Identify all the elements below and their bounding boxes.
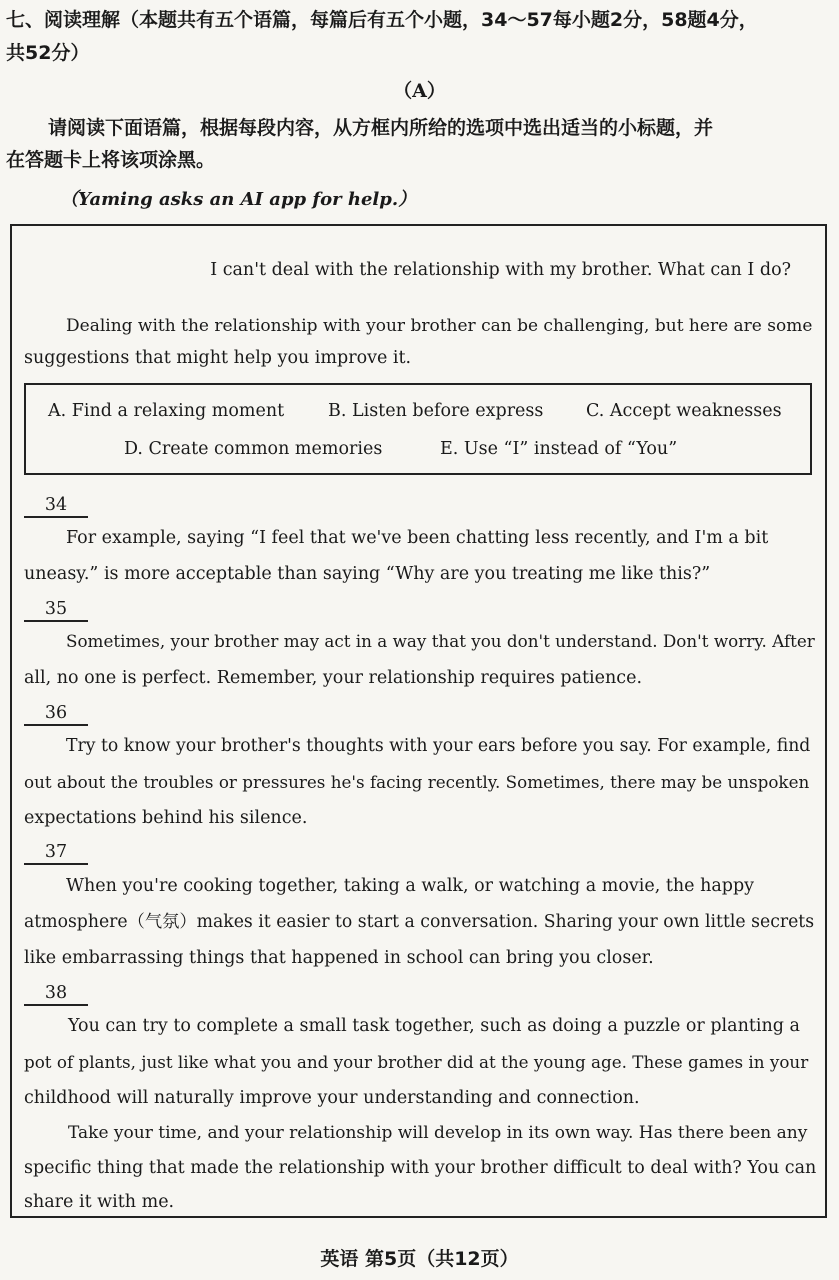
option-d: D. Create common memories (124, 439, 383, 459)
blank-36: 36 (24, 702, 88, 726)
section-35-line-2: all, no one is perfect. Remember, your relationship requires patience. (24, 668, 643, 688)
blank-38: 38 (24, 982, 88, 1006)
section-38-line-3: childhood will naturally improve your understanding and connection. (24, 1088, 640, 1108)
section-heading-cont: 共52分） (6, 42, 90, 64)
context-note: （Yaming asks an AI app for help.） (60, 189, 417, 210)
section-38-line-1: You can try to complete a small task together, such as doing a puzzle or planting a (68, 1016, 800, 1036)
option-c: C. Accept weaknesses (586, 401, 782, 421)
section-36-line-2: out about the troubles or pressures he's facing recently. Sometimes, there may be unspoken (24, 772, 810, 792)
user-question: I can't deal with the relationship with my brother. What can I do? (210, 260, 791, 280)
blank-34: 34 (24, 494, 88, 518)
section-37-line-1: When you're cooking together, taking a walk, or watching a movie, the happy (66, 876, 755, 896)
section-37-line-2: atmosphere（气氛）makes it easier to start a conversation. Sharing your own little secrets (24, 912, 815, 932)
section-34-line-2: uneasy.” is more acceptable than saying “Why are you treating me like this?” (24, 564, 711, 584)
section-35-line-1: Sometimes, your brother may act in a way that you don't understand. Don't worry. After (66, 631, 815, 651)
option-a: A. Find a relaxing moment (48, 401, 285, 421)
section-36-line-1: Try to know your brother's thoughts with your ears before you say. For example, find (66, 736, 811, 756)
page-footer: 英语 第5页（共12页） (320, 1248, 519, 1270)
options-box (24, 383, 812, 475)
blank-35: 35 (24, 598, 88, 622)
instruction-line-1: 请阅读下面语篇，根据每段内容，从方框内所给的选项中选出适当的小标题，并 (48, 117, 714, 139)
option-e: E. Use “I” instead of “You” (440, 439, 678, 459)
ending-line-1: Take your time, and your relationship will develop in its own way. Has there been any (68, 1123, 808, 1143)
blank-37: 37 (24, 841, 88, 865)
ending-line-2: specific thing that made the relationship with your brother difficult to deal with? You can (24, 1158, 817, 1178)
ai-intro-line-1: Dealing with the relationship with your brother can be challenging, but here are some (66, 316, 813, 336)
ending-line-3: share it with me. (24, 1192, 175, 1212)
section-36-line-3: expectations behind his silence. (24, 808, 308, 828)
instruction-line-2: 在答题卡上将该项涂黑。 (6, 149, 216, 171)
section-34-line-1: For example, saying “I feel that we've been chatting less recently, and I'm a bit (66, 528, 769, 548)
section-37-line-3: like embarrassing things that happened in school can bring you closer. (24, 948, 654, 968)
option-b: B. Listen before express (328, 401, 544, 421)
section-38-line-2: pot of plants, just like what you and your brother did at the young age. These games in your (24, 1052, 809, 1072)
passage-label: （A） (393, 80, 446, 102)
section-heading: 七、阅读理解（本题共有五个语篇，每篇后有五个小题，34～57每小题2分，58题4分， (6, 9, 758, 31)
passage-box (10, 224, 827, 1218)
ai-intro-line-2: suggestions that might help you improve it. (24, 348, 412, 368)
